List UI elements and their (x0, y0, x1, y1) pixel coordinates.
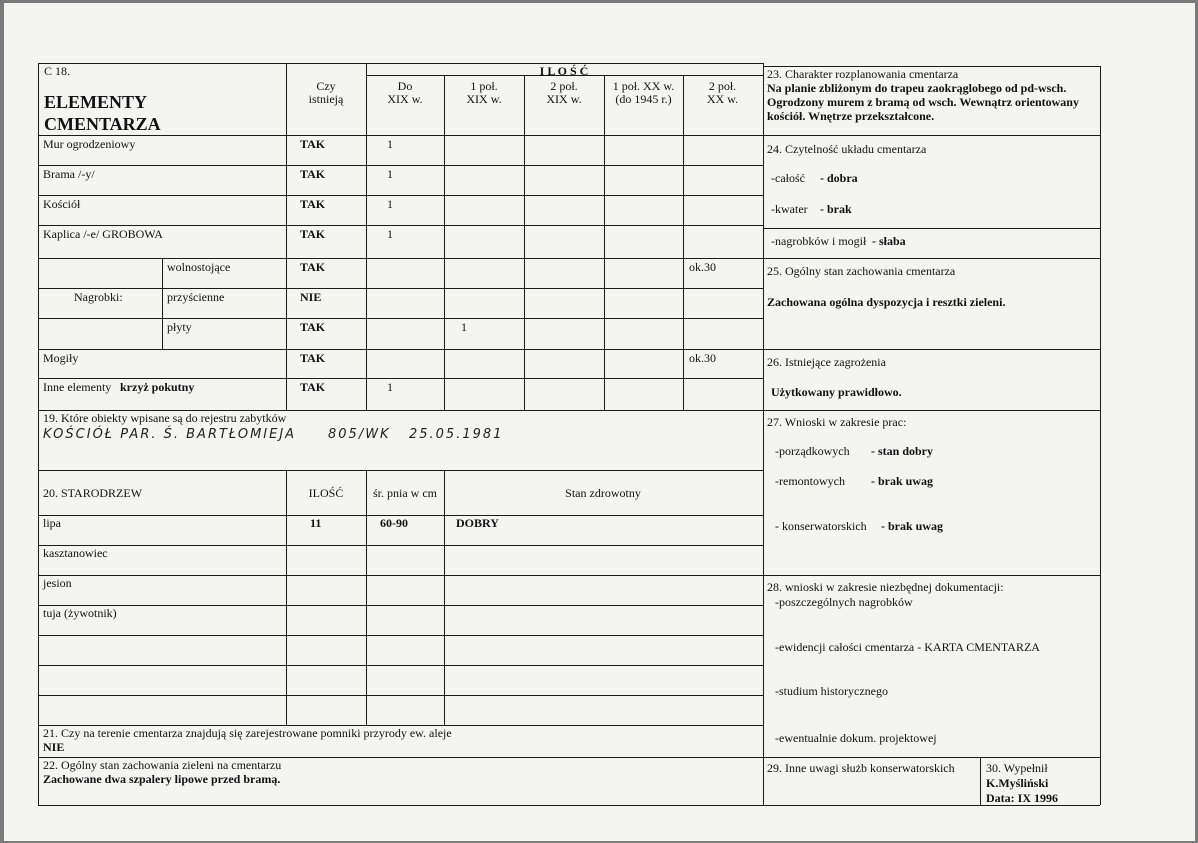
row-line (38, 349, 763, 350)
sec25-value: Zachowana ogólna dyspozycja i resztki zieleni. (767, 295, 1006, 309)
tree-row-line (38, 575, 763, 576)
header-bottom (38, 135, 763, 136)
element-qty: 1 (387, 137, 393, 151)
inne-qty: 1 (387, 380, 393, 394)
right-section-line (763, 135, 1100, 136)
sec23-label: 23. Charakter rozplanowania cmentarza (767, 67, 959, 81)
frame-left-lower (38, 757, 39, 805)
sec20-col-diam: śr. pnia w cm (373, 486, 437, 500)
row-line (38, 165, 763, 166)
right-section-line (763, 410, 1100, 411)
sec30-label: 30. Wypełnił (986, 761, 1048, 775)
element-name: Kościół (43, 197, 81, 211)
title-line-2: CMENTARZA (44, 114, 161, 134)
sec27-item-value: - brak uwag (881, 519, 944, 533)
nagrobki-type: przyścienne (167, 290, 225, 304)
element-name: Mur ogrodzeniowy (43, 137, 136, 151)
sec26-value: Użytkowany prawidłowo. (771, 385, 902, 399)
mogily-exists: TAK (300, 351, 326, 365)
sec27-item-value: - stan dobry (871, 444, 934, 458)
element-name: Brama /-y/ (43, 167, 95, 181)
tree-col-2 (366, 470, 367, 725)
tree-name: kasztanowiec (43, 546, 108, 560)
col-qty-header: I L O Ś Ć (539, 64, 589, 78)
sec28-item: -ewidencji całości cmentarza - KARTA CMENTARZA (775, 640, 1040, 654)
tree-row-line (38, 605, 763, 606)
sec22-value: Zachowane dwa szpalery lipowe przed bramą. (43, 772, 281, 786)
element-name: Kaplica /-e/ GROBOWA (43, 227, 163, 241)
frame-middle (763, 63, 764, 805)
exists-col-line (286, 135, 287, 410)
sec24-sub-line (763, 228, 1100, 229)
tree-name: jesion (43, 576, 72, 590)
element-qty: 1 (387, 227, 393, 241)
row-line (38, 258, 763, 259)
row-line (38, 195, 763, 196)
element-exists: TAK (300, 137, 326, 151)
tree-row-line (38, 695, 763, 696)
sec24-item-key: -nagrobków i mogił (771, 234, 867, 248)
sec28-item: -ewentualnie dokum. projektowej (775, 731, 937, 745)
sec30-date: Data: IX 1996 (986, 791, 1058, 805)
tree-name: lipa (43, 516, 61, 530)
tree-diameter: 60-90 (380, 516, 408, 530)
sec24-item-value: - słaba (872, 234, 906, 248)
sec19-label: 19. Które obiekty wpisane są do rejestru zabytków (43, 411, 287, 425)
sec23-text: Ogrodzony murem z bramą od wsch. Wewnątrz orientowany (767, 95, 1079, 109)
element-qty: 1 (387, 197, 393, 211)
right-section-line (763, 757, 1100, 758)
inne-value: krzyż pokutny (120, 380, 195, 394)
period-header-0: Do XIX w. (387, 79, 423, 106)
frame-bottom (38, 805, 1100, 806)
period-header-3: 1 poł. XX w. (do 1945 r.) (612, 79, 675, 106)
sec25-label: 25. Ogólny stan zachowania cmentarza (767, 264, 956, 278)
form-code: C 18. (44, 64, 71, 78)
sec26-label: 26. Istniejące zagrożenia (767, 355, 886, 369)
element-exists: TAK (300, 167, 326, 181)
sec28-item: -poszczególnych nagrobków (775, 595, 913, 609)
sec23-text: kościół. Wnętrze przekształcone. (767, 109, 935, 123)
element-exists: TAK (300, 227, 326, 241)
tree-name: tuja (żywotnik) (43, 606, 117, 620)
right-section-line (763, 258, 1100, 259)
sec22-label: 22. Ogólny stan zachowania zieleni na cmentarzu (43, 758, 282, 772)
row-line (38, 378, 763, 379)
sec21-label: 21. Czy na terenie cmentarza znajdują się zarejestrowane pomniki przyrody ew. aleje (43, 726, 452, 740)
tree-row-line (38, 635, 763, 636)
sec24-item-value: - dobra (820, 171, 858, 185)
sec27-item-key: -remontowych (775, 474, 845, 488)
sec27-label: 27. Wnioski w zakresie prac: (767, 415, 907, 429)
period-divider (524, 75, 525, 410)
sec19-bottom (38, 470, 763, 471)
sec27-item-value: - brak uwag (871, 474, 934, 488)
frame-right (1100, 66, 1101, 805)
inne-label: Inne elementy (43, 380, 112, 394)
sec24-label: 24. Czytelność układu cmentarza (767, 142, 927, 156)
sec19-handwritten-object: KOŚCIÓŁ PAR. Ś. BARTŁOMIEJA (43, 427, 297, 442)
sec19-handwritten-register: 805/WK 25.05.1981 (328, 427, 504, 442)
inne-exists: TAK (300, 380, 326, 394)
nagrobki-qty: 1 (461, 320, 467, 334)
nagrobki-label: Nagrobki: (74, 290, 123, 304)
tree-row-line (38, 545, 763, 546)
sec27-item-key: - konserwatorskich (775, 519, 867, 533)
tree-qty: 11 (310, 516, 322, 530)
tree-col-1 (286, 470, 287, 725)
right-section-line (763, 575, 1100, 576)
col-exists-header: Czy istnieją (308, 79, 344, 106)
sec28-label: 28. wnioski w zakresie niezbędnej dokumentacji: (767, 580, 1004, 594)
sec24-item-key: -kwater (771, 202, 808, 216)
nagrobki-row-line (162, 288, 763, 289)
mogily-qty: ok.30 (689, 351, 716, 365)
sec20-col-qty: ILOŚĆ (308, 486, 344, 500)
sec30-divider (980, 757, 981, 805)
period-header-4: 2 poł. XX w. (706, 79, 739, 106)
title-line-1: ELEMENTY (44, 92, 148, 112)
tree-row-line (38, 665, 763, 666)
nagrobki-type: wolnostojące (167, 260, 231, 274)
sec23-text: Na planie zbliżonym do trapeu zaokrąglobego od pd-wsch. (767, 81, 1067, 95)
tree-col-3 (444, 470, 445, 725)
nagrobki-type: płyty (167, 320, 192, 334)
sec29-label: 29. Inne uwagi służb konserwatorskich (767, 761, 955, 775)
period-divider (604, 75, 605, 410)
period-divider (444, 75, 445, 410)
sec20-label: 20. STARODRZEW (43, 486, 143, 500)
row-line (38, 225, 763, 226)
nagrobki-exists: TAK (300, 260, 326, 274)
right-section-line (763, 349, 1100, 350)
element-exists: TAK (300, 197, 326, 211)
sec28-item: -studium historycznego (775, 684, 888, 698)
sec24-item-value: - brak (820, 202, 852, 216)
element-qty: 1 (387, 167, 393, 181)
sec30-name: K.Myśliński (986, 776, 1049, 790)
mogily-name: Mogiły (43, 351, 79, 365)
nagrobki-sub-divider (162, 258, 163, 349)
col-exists-divider (286, 63, 287, 135)
period-header-2: 2 poł. XIX w. (546, 79, 582, 106)
sec27-item-key: -porządkowych (775, 444, 850, 458)
sec21-value: NIE (43, 740, 65, 754)
nagrobki-exists: TAK (300, 320, 326, 334)
tree-health: DOBRY (456, 516, 499, 530)
nagrobki-row-line (162, 318, 763, 319)
sec20-col-health: Stan zdrowotny (565, 486, 641, 500)
sec24-item-key: -całość (771, 171, 805, 185)
period-header-1: 1 poł. XIX w. (466, 79, 502, 106)
nagrobki-qty: ok.30 (689, 260, 716, 274)
nagrobki-exists: NIE (300, 290, 322, 304)
